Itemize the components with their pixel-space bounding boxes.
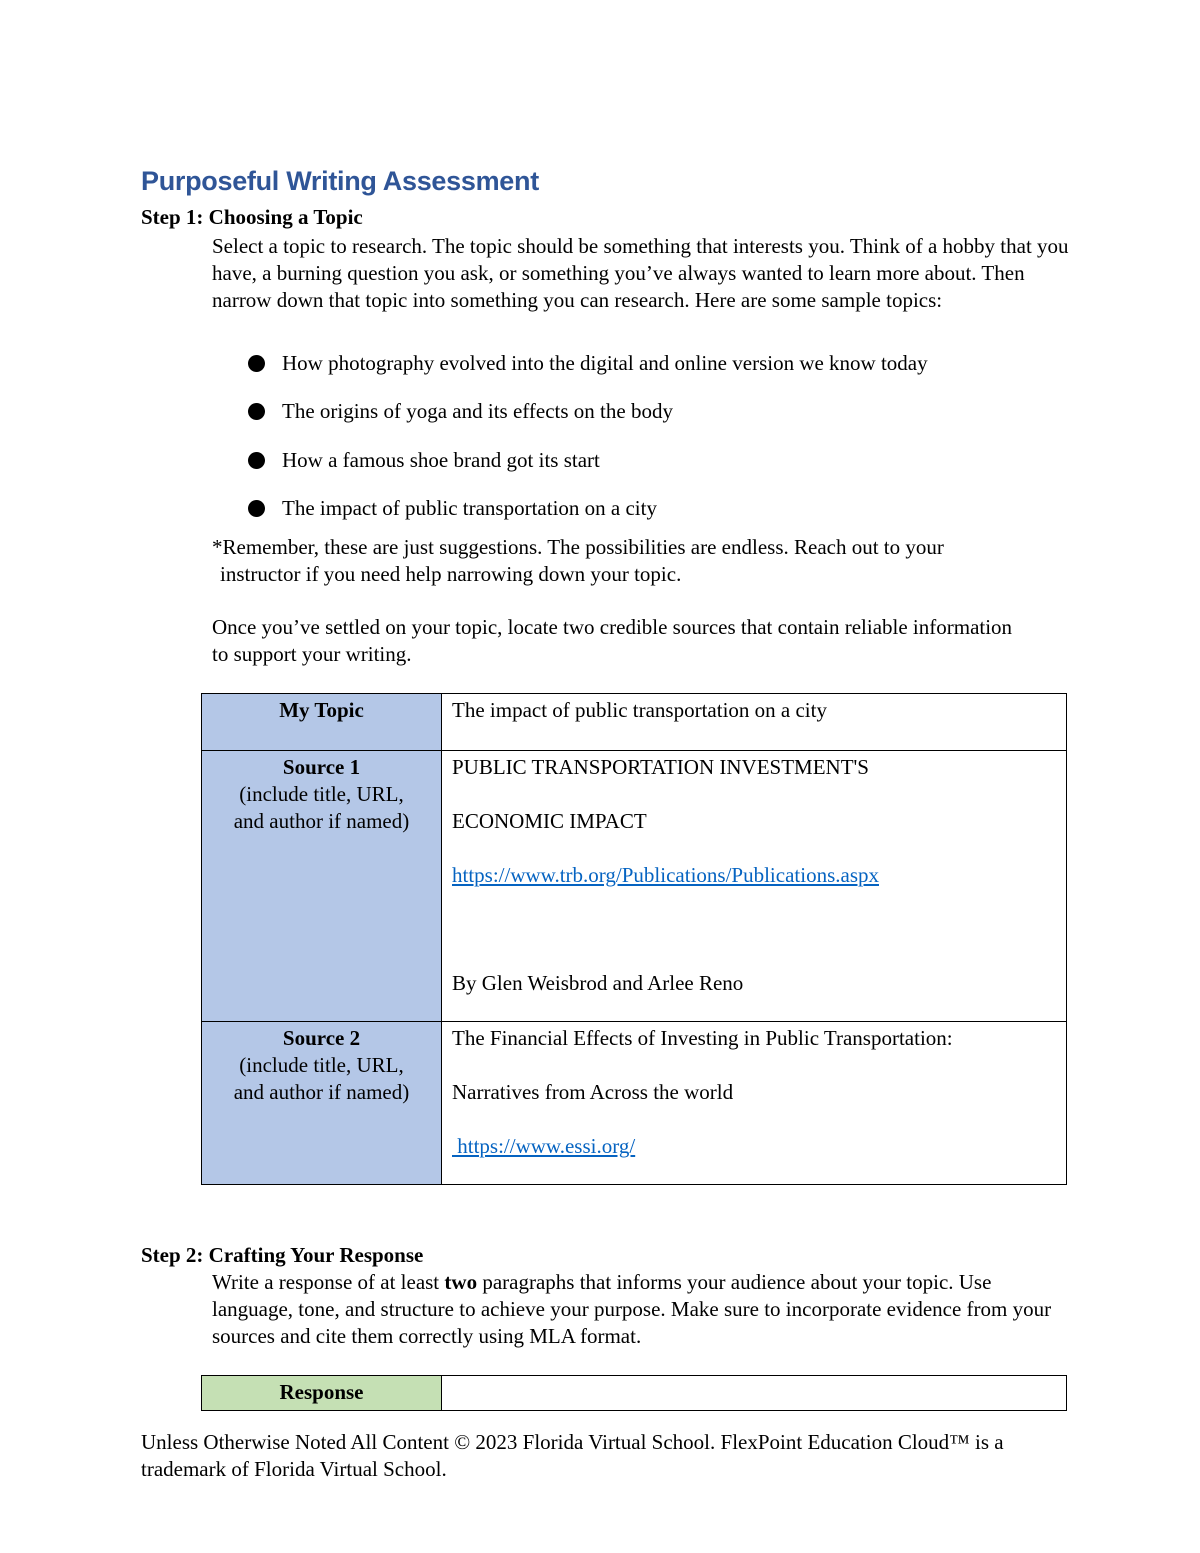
table-row-response: [202, 1376, 1067, 1411]
page-title: Purposeful Writing Assessment: [141, 166, 539, 196]
list-item: How a famous shoe brand got its start: [248, 447, 928, 474]
sources-instruction: Once you’ve settled on your topic, locate two credible sources that contain reliable information to support your writing.: [212, 615, 1013, 666]
bullet-icon: [248, 500, 265, 517]
source1-label: Source 1: [282, 755, 361, 779]
list-item: How photography evolved into the digital and online version we know today: [248, 350, 928, 377]
response-table: [201, 1375, 1067, 1411]
source1-url-link[interactable]: https://www.trb.org/Publications/Publications.aspx: [452, 863, 879, 887]
my-topic-label: My Topic: [202, 694, 442, 751]
bullet-icon: [248, 403, 265, 420]
source1-hint: and author if named): [233, 809, 410, 833]
source1-title: ECONOMIC IMPACT: [452, 809, 647, 833]
source1-value-cell[interactable]: [442, 751, 1067, 1022]
source2-url-link[interactable]: https://www.essi.org/: [452, 1134, 636, 1158]
table-row-source2: [202, 1022, 1067, 1185]
source2-value-cell[interactable]: [442, 1022, 1067, 1185]
footer-copyright: Unless Otherwise Noted All Content © 2023 Florida Virtual School. FlexPoint Education Cloud™ is a trademark of Florida Virtual School.: [141, 1430, 1004, 1481]
source2-hint: (include title, URL,: [239, 1053, 404, 1077]
table-row-source1: [202, 751, 1067, 1022]
source1-hint: (include title, URL,: [239, 782, 404, 806]
source1-label-cell: [202, 751, 442, 1022]
bullet-icon: [248, 452, 265, 469]
source2-title: Narratives from Across the world: [452, 1080, 734, 1104]
response-input[interactable]: [442, 1376, 1067, 1411]
list-item: The impact of public transportation on a city: [248, 495, 928, 522]
step1-intro: Select a topic to research. The topic should be something that interests you. Think of a hobby that you have, a burning question you ask, or something you’ve always wanted to learn more about. Then narrow down that topic into something you can research. Here are some sample topics:: [212, 234, 1069, 312]
reminder-note: *Remember, these are just suggestions. The possibilities are endless. Reach out to your instructor if you need help narrowing down your topic.: [212, 535, 944, 586]
source1-author: By Glen Weisbrod and Arlee Reno: [452, 971, 744, 995]
source2-label: Source 2: [282, 1026, 361, 1050]
step2-heading: Step 2: Crafting Your Response: [141, 1243, 424, 1267]
sources-table: [201, 693, 1067, 1185]
source1-title: PUBLIC TRANSPORTATION INVESTMENT'S: [452, 755, 869, 779]
source2-label-cell: [202, 1022, 442, 1185]
bullet-icon: [248, 355, 265, 372]
sample-topics-list: [248, 350, 928, 543]
response-label: Response: [202, 1376, 442, 1411]
step1-heading: Step 1: Choosing a Topic: [141, 205, 363, 229]
my-topic-value[interactable]: The impact of public transportation on a city: [442, 694, 1067, 751]
source2-hint: and author if named): [233, 1080, 410, 1104]
table-row-topic: [202, 694, 1067, 751]
source2-title: The Financial Effects of Investing in Public Transportation:: [452, 1026, 953, 1050]
step2-instructions: Write a response of at least two paragraphs that informs your audience about your topic. Use language, tone, and structure to achieve your purpose. Make sure to incorporate evidence from your sources and cite them correctly using MLA format.: [212, 1270, 1052, 1348]
list-item: The origins of yoga and its effects on the body: [248, 398, 928, 425]
